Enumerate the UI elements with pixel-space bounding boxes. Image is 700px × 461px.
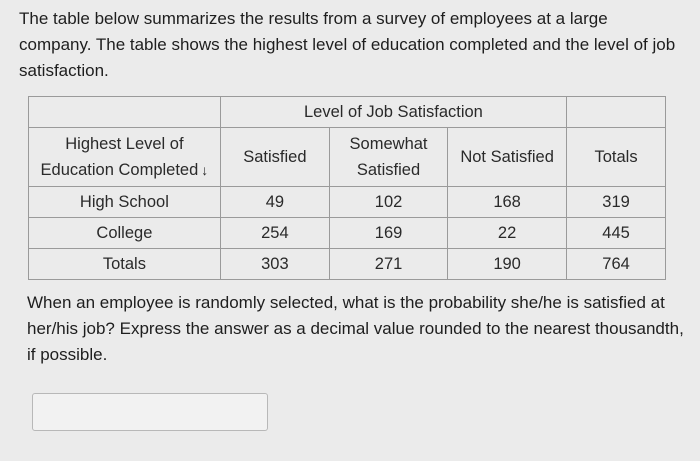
cell-somewhat: 271 (329, 249, 447, 280)
row-header-line1: Highest Level of (65, 135, 184, 153)
row-header-line2: Education Completed (40, 161, 199, 179)
table-column-header-row (29, 128, 666, 187)
cell-total: 445 (567, 218, 666, 249)
col-header-satisfied: Satisfied (220, 128, 329, 187)
cell-total: 764 (567, 249, 666, 280)
row-header-cell (29, 128, 221, 187)
intro-text: The table below summarizes the results from a survey of employees at a large company. The table shows the highest level of education completed and the level of job satisfaction. (19, 9, 676, 80)
empty-corner-cell (29, 97, 221, 128)
question-text: When an employee is randomly selected, what is the probability she/he is satisfied at her/his job? Express the answer as a decimal value rounded to the nearest thousandth, if possible. (27, 293, 684, 364)
cell-somewhat: 169 (329, 218, 447, 249)
row-label: Totals (29, 249, 221, 280)
group-header-cell: Level of Job Satisfaction (220, 97, 566, 128)
cell-somewhat: 102 (329, 187, 447, 218)
down-arrow-icon: ↓ (201, 162, 209, 178)
col-header-not-satisfied: Not Satisfied (448, 128, 567, 187)
empty-header-cell (567, 97, 666, 128)
somewhat-line2: Satisfied (356, 161, 421, 179)
table-row (29, 249, 666, 280)
col-header-totals: Totals (567, 128, 666, 187)
row-label: College (29, 218, 221, 249)
cell-satisfied: 254 (220, 218, 329, 249)
cell-not-satisfied: 168 (448, 187, 567, 218)
cell-not-satisfied: 190 (448, 249, 567, 280)
table-group-header-row (29, 97, 666, 128)
cell-satisfied: 303 (220, 249, 329, 280)
row-label: High School (29, 187, 221, 218)
cell-not-satisfied: 22 (448, 218, 567, 249)
table-row (29, 218, 666, 249)
table-row (29, 187, 666, 218)
cell-satisfied: 49 (220, 187, 329, 218)
col-header-somewhat-satisfied (329, 128, 447, 187)
somewhat-line1: Somewhat (349, 135, 428, 153)
survey-table (28, 96, 666, 280)
answer-input[interactable] (32, 393, 268, 431)
cell-total: 319 (567, 187, 666, 218)
